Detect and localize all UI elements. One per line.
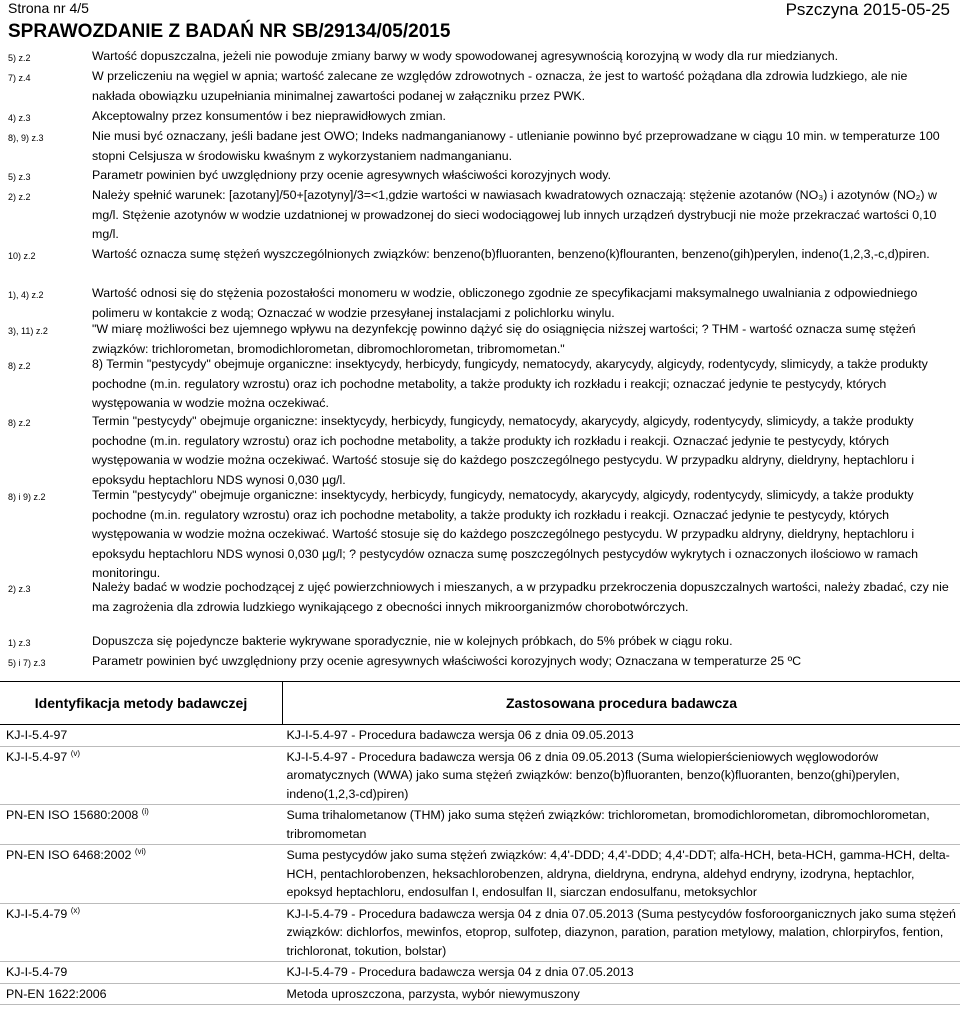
procedure-cell: Suma trihalometanow (THM) jako suma stężeń związków: trichlorometan, bromodichlorometan, dibromochlorometan, tribromometan <box>283 805 960 845</box>
method-superscript: (x) <box>70 905 81 915</box>
table-row <box>0 903 960 962</box>
procedure-cell: Metoda uproszczona, parzysta, wybór niewymuszony <box>283 983 960 1005</box>
note-text: 8) Termin "pestycydy" obejmuje organiczne: insektycydy, herbicydy, fungicydy, nematocydy, akarycydy, algicydy, rodentycydy, slimicydy, a także produkty pochodne (m.in. regulatory wzrostu) oraz ich pochodne metabolity, a także produkty ich rozkładu i reakcji; oznaczać jedynie te pestycydy, których występowania w wodzie można oczekiwać. <box>92 357 928 410</box>
table-row <box>0 962 960 984</box>
note-ref: 5) z.3 <box>8 172 31 182</box>
method-id: PN-EN ISO 15680:2008 <box>6 808 139 822</box>
note-ref: 4) z.3 <box>8 113 31 123</box>
method-id: KJ-I-5.4-97 <box>6 749 68 764</box>
note-text: Należy badać w wodzie pochodzącej z ujęć powierzchniowych i mieszanych, a w przypadku przekroczenia dopuszczalnych wartości, należy zbadać, czy nie ma zagrożenia dla zdrowia ludzkiego wynikającego z obecności innych mikroorganizmów chorobotwórczych. <box>92 580 949 614</box>
method-cell <box>0 983 283 1005</box>
method-id: KJ-I-5.4-97 <box>6 728 68 742</box>
note-ref: 5) z.2 <box>8 53 31 63</box>
table-row <box>0 746 960 805</box>
method-cell <box>0 962 283 984</box>
note-text: "W miarę możliwości bez ujemnego wpływu na dezynfekcję powinno dążyć się do osiągnięcia niższej wartości; ? THM - wartość oznacza sumę stężeń związków: trichlorometan, bromodichlorometan, dibromochlorometan, tribromometan." <box>92 322 916 356</box>
methods-table <box>0 681 960 1005</box>
note-ref: 1) z.3 <box>8 638 31 648</box>
method-cell <box>0 725 283 747</box>
note-text: Termin "pestycydy" obejmuje organiczne: insektycydy, herbicydy, fungicydy, nematocydy, akarycydy, algicydy, rodentycydy, slimicydy, a także produkty pochodne (m.in. regulatory wzrostu) oraz ich pochodne metabolity, a także produkty ich rozkładu i reakcji. Oznaczać jedynie te pestycydy, których występowania w wodzie można oczekiwać. Wartość stosuje się do każdego poszczególnego pestycydu. W przypadku aldryny, dieldryny, heptachloru i epoksydu heptachloru NDS wynosi 0,030 µg/l. <box>92 414 915 487</box>
note-text: Wartość odnosi się do stężenia pozostałości monomeru w wodzie, obliczonego zgodnie ze specyfikacjami maksymalnego uwalniania z odpowiedniego polimeru w kontakcie z wodą; Oznaczać w wodzie przesyłanej instalacjami z polichlorku winylu. <box>92 286 918 320</box>
method-superscript: (i) <box>141 807 149 816</box>
method-cell <box>0 746 283 805</box>
note-text: Termin "pestycydy" obejmuje organiczne: insektycydy, herbicydy, fungicydy, nematocydy, akarycydy, algicydy, rodentycydy, slimicydy, a także produkty pochodne (m.in. regulatory wzrostu) oraz ich pochodne metabolity, a także produkty ich rozkładu i reakcji. Oznaczać jedynie te pestycydy, których występowania w wodzie można oczekiwać. Wartość stosuje się do każdego poszczególnego pestycydu. W przypadku aldryny, dieldryny, heptachloru i epoksydu heptachloru NDS wynosi 0,030 µg/l; ? pestycydów oznacza sumę poszczególnych pestycydów wykrytych i oznaczonych ilościowo w ramach monitoringu. <box>92 488 918 580</box>
procedure-cell: KJ-I-5.4-79 - Procedura badawcza wersja 04 z dnia 07.05.2013 <box>283 962 960 984</box>
note-text: W przeliczeniu na węgiel w apnia; wartość zalecane ze względów zdrowotnych - oznacza, że jest to wartość pożądana dla zdrowia ludzkiego, ale nie nakłada obowiązku uzupełniania minimalnej zawartości podanej w załączniku przez PWK. <box>92 69 908 103</box>
note-ref: 10) z.2 <box>8 251 36 261</box>
note-text: Wartość oznacza sumę stężeń wyszczególnionych związków: benzeno(b)fluoranten, benzeno(k)flouranten, benzeno(gih)perylen, indeno(1,2,3,-c,d)piren. <box>92 247 930 261</box>
method-id: PN-EN ISO 6468:2002 <box>6 848 132 862</box>
method-id: KJ-I-5.4-79 <box>6 965 68 979</box>
table-row <box>0 983 960 1005</box>
method-id: KJ-I-5.4-79 <box>6 906 68 921</box>
method-cell <box>0 903 283 962</box>
table-row <box>0 845 960 904</box>
note-text: Nie musi być oznaczany, jeśli badane jest OWO; Indeks nadmanganianowy - utlenianie powinno być przeprowadzane w ciągu 10 min. w temperaturze 100 stopni Celsjusza w środowisku kwaśnym z wykorzystaniem nadmanganianu. <box>92 129 940 163</box>
note-ref: 8) i 9) z.2 <box>8 492 46 502</box>
column-header-procedure: Zastosowana procedura badawcza <box>283 682 960 725</box>
table-header-row <box>0 682 960 725</box>
note-text: Wartość dopuszczalna, jeżeli nie powoduje zmiany barwy w wody spowodowanej agresywnością korozyjną w wody dla rur miedzianych. <box>92 49 839 63</box>
note-ref: 8), 9) z.3 <box>8 133 44 143</box>
column-header-method: Identyfikacja metody badawczej <box>0 682 283 725</box>
note-ref: 8) z.2 <box>8 361 31 371</box>
page-number: Strona nr 4/5 <box>8 0 89 16</box>
note-ref: 7) z.4 <box>8 73 31 83</box>
note-ref: 1), 4) z.2 <box>8 290 44 300</box>
procedure-cell: KJ-I-5.4-97 - Procedura badawcza wersja 06 z dnia 09.05.2013 (Suma wielopierścieniowych węglowodorów aromatycznych (WWA) jako suma stężeń związków: benzo(b)fluoranten, benzo(k)fluoranten, benzo(ghi)perylen, indeno(1,2,3-cd)piren) <box>283 746 960 805</box>
method-superscript: (vi) <box>134 847 146 856</box>
report-title: SPRAWOZDANIE Z BADAŃ NR SB/29134/05/2015 <box>8 21 451 42</box>
procedure-cell: Suma pestycydów jako suma stężeń związków: 4,4'-DDD; 4,4'-DDD; 4,4'-DDT; alfa-HCH, beta-HCH, gamma-HCH, delta-HCH, pentachlorobenzen, heksachlorobenzen, aldryna, dieldryna, endryna, aldehyd endryny, izodryna, heptachlor, epoksyd heptachloru, endosulfan I, endosulfan II, siarczan endosulfanu, metoksychlor <box>283 845 960 904</box>
method-cell <box>0 805 283 845</box>
note-ref: 8) z.2 <box>8 418 31 428</box>
method-id: PN-EN 1622:2006 <box>6 986 107 1001</box>
note-ref: 2) z.2 <box>8 192 31 202</box>
method-cell <box>0 845 283 904</box>
note-text: Akceptowalny przez konsumentów i bez nieprawidłowych zmian. <box>92 109 446 123</box>
note-ref: 2) z.3 <box>8 584 31 594</box>
method-superscript: (v) <box>70 748 81 758</box>
procedure-cell: KJ-I-5.4-79 - Procedura badawcza wersja 04 z dnia 07.05.2013 (Suma pestycydów fosforoorganicznych jako suma stężeń związków: dichlorfos, mewinfos, etoprop, sulfotep, diazynon, paration, paration metylowy, malation, chlorpiryfos, fention, trichloronat, tokution, bolstar) <box>283 903 960 962</box>
note-text: Parametr powinien być uwzględniony przy ocenie agresywnych właściwości korozyjnych wody. <box>92 168 612 182</box>
note-ref: 3), 11) z.2 <box>8 326 48 336</box>
note-text: Parametr powinien być uwzględniony przy ocenie agresywnych właściwości korozyjnych wody; Oznaczana w temperaturze 25 ºC <box>92 654 802 668</box>
procedure-cell: KJ-I-5.4-97 - Procedura badawcza wersja 06 z dnia 09.05.2013 <box>283 725 960 747</box>
table-row <box>0 725 960 747</box>
place-date: Pszczyna 2015-05-25 <box>785 0 950 19</box>
table-row <box>0 805 960 845</box>
note-text: Dopuszcza się pojedyncze bakterie wykrywane sporadycznie, nie w kolejnych próbkach, do 5% próbek w ciągu roku. <box>92 634 733 648</box>
note-ref: 5) i 7) z.3 <box>8 658 46 668</box>
note-text: Należy spełnić warunek: [azotany]/50+[azotyny]/3=<1,gdzie wartości w nawiasach kwadratowych oznaczają: stężenie azotanów (NO₃) i azotynów (NO₂) w mg/l. Stężenie azotynów w wodzie uzdatnionej w prowadzonej do sieci wodociągowej lub innych urządzeń dystrybucji nie może przekraczać wartości 0,10 mg/l. <box>92 188 937 241</box>
